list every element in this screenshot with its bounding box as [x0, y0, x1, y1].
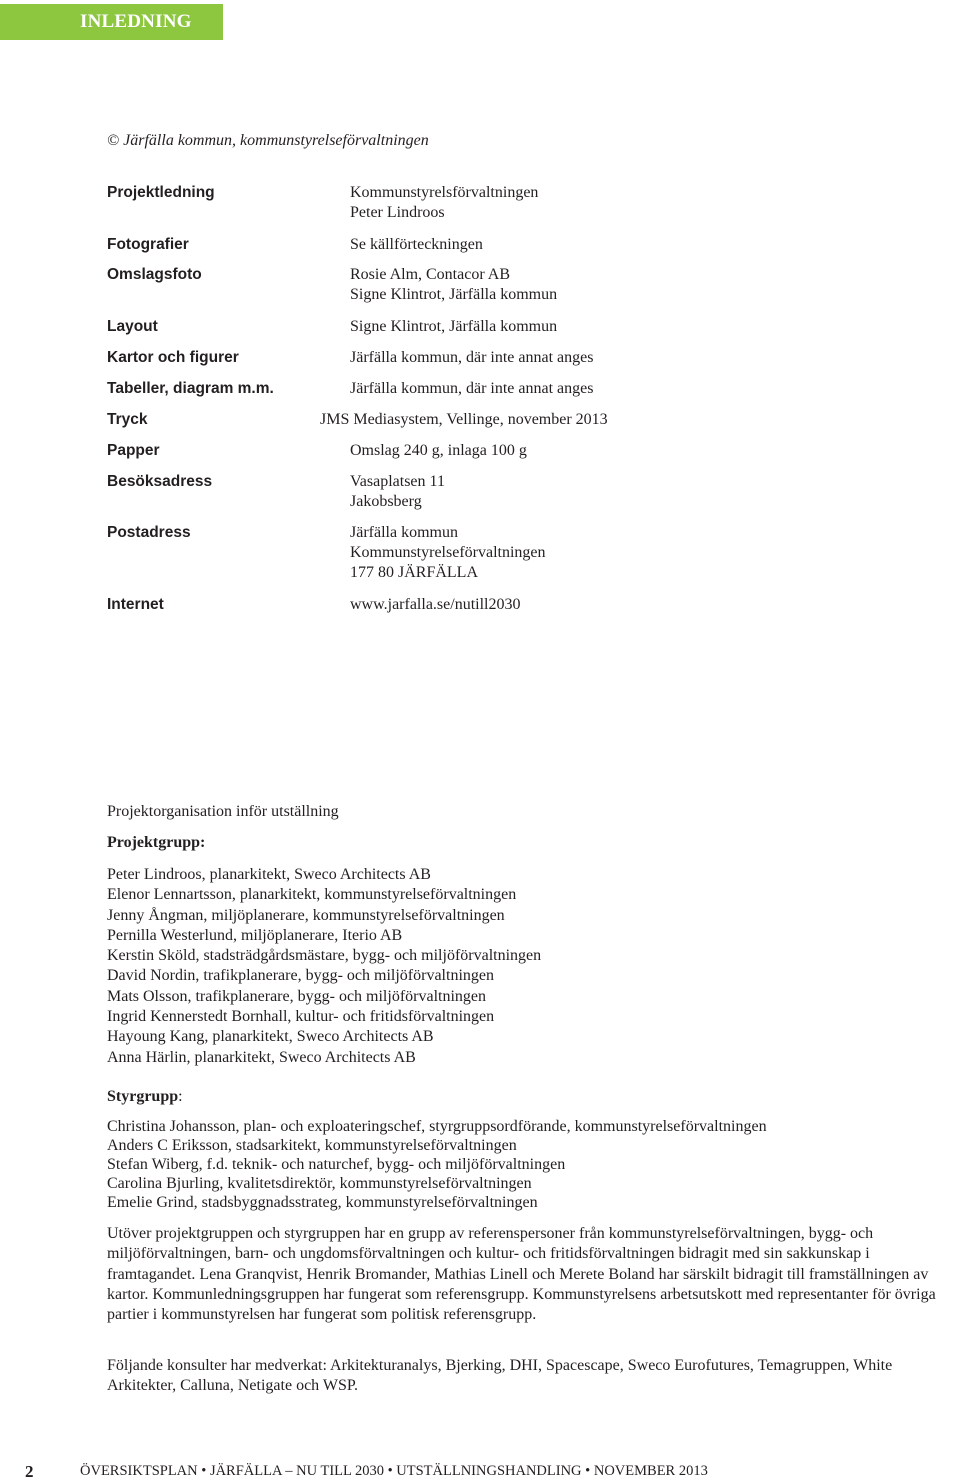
list-item: Stefan Wiberg, f.d. teknik- och naturchef, bygg- och miljöförvaltningen	[107, 1155, 566, 1173]
credit-value-line: Vasaplatsen 11	[350, 473, 445, 490]
credit-label: Tabeller, diagram m.m.	[107, 380, 274, 397]
projektgrupp-title: Projektgrupp:	[107, 834, 206, 851]
credit-label: Postadress	[107, 524, 191, 541]
credit-label: Projektledning	[107, 184, 215, 201]
credit-label: Omslagsfoto	[107, 266, 202, 283]
credit-value	[350, 441, 527, 461]
running-title: ÖVERSIKTSPLAN • JÄRFÄLLA – NU TILL 2030 • UTSTÄLLNINGSHANDLING • NOVEMBER 2013	[80, 1463, 708, 1479]
list-item: Kerstin Sköld, stadsträdgårdsmästare, bygg- och miljöförvaltningen	[107, 947, 542, 965]
credit-value	[350, 472, 445, 512]
styrgrupp-title	[107, 1088, 183, 1106]
credit-value-line: Peter Lindroos	[350, 204, 445, 221]
credit-value	[350, 348, 593, 368]
credit-value-line: Rosie Alm, Contacor AB	[350, 266, 510, 283]
credit-value-line: Jakobsberg	[350, 493, 422, 510]
credit-value-line: Se källförteckningen	[350, 236, 483, 253]
consultants-paragraph: Följande konsulter har medverkat: Arkitekturanalys, Bjerking, DHI, Spacescape, Sweco Eurofutures, Temagruppen, White Arkitekter, Calluna, Netigate och WSP.	[107, 1357, 893, 1395]
list-item: Hayoung Kang, planarkitekt, Sweco Architects AB	[107, 1028, 434, 1046]
list-item: Anna Härlin, planarkitekt, Sweco Architects AB	[107, 1048, 416, 1066]
credit-label: Internet	[107, 596, 164, 613]
credit-value	[320, 410, 608, 430]
section-tag: INLEDNING	[0, 4, 223, 40]
credit-label: Tryck	[107, 411, 148, 428]
list-item: Carolina Bjurling, kvalitetsdirektör, kommunstyrelseförvaltningen	[107, 1174, 532, 1192]
credit-value-line: Järfälla kommun, där inte annat anges	[350, 349, 594, 366]
credit-value	[350, 595, 520, 615]
credit-label: Fotografier	[107, 236, 189, 253]
styrgrupp-list	[107, 1118, 767, 1213]
credit-value	[350, 379, 593, 399]
styrgrupp-title-text: Styrgrupp	[107, 1088, 179, 1105]
credit-label: Kartor och figurer	[107, 349, 239, 366]
list-item: Mats Olsson, trafikplanerare, bygg- och miljöförvaltningen	[107, 987, 487, 1005]
credit-value	[350, 183, 538, 223]
list-item: Elenor Lennartsson, planarkitekt, kommunstyrelseförvaltningen	[107, 886, 517, 904]
list-item: Ingrid Kennerstedt Bornhall, kultur- och fritidsförvaltningen	[107, 1008, 495, 1026]
credit-value-line: Kommunstyrelseförvaltningen	[350, 544, 546, 561]
list-item: Pernilla Westerlund, miljöplanerare, Iterio AB	[107, 926, 403, 944]
credit-label: Papper	[107, 442, 160, 459]
credit-label: Besöksadress	[107, 473, 213, 490]
copyright-notice: © Järfälla kommun, kommunstyrelseförvaltningen	[107, 132, 429, 149]
credit-value-line: Omslag 240 g, inlaga 100 g	[350, 442, 527, 459]
list-item: Peter Lindroos, planarkitekt, Sweco Architects AB	[107, 866, 431, 883]
credit-value-line: JMS Mediasystem, Vellinge, november 2013	[320, 411, 608, 428]
credit-value-line: Järfälla kommun, där inte annat anges	[350, 380, 594, 397]
list-item: Emelie Grind, stadsbyggnadsstrateg, kommunstyrelseförvaltningen	[107, 1193, 538, 1211]
styrgrupp-title-colon: :	[178, 1088, 183, 1105]
credit-value-line: 177 80 JÄRFÄLLA	[350, 564, 479, 581]
credit-label: Layout	[107, 318, 158, 335]
credit-value-line: Signe Klintrot, Järfälla kommun	[350, 286, 558, 303]
list-item: Jenny Ångman, miljöplanerare, kommunstyrelseförvaltningen	[107, 906, 505, 924]
organisation-title: Projektorganisation inför utställning	[107, 803, 339, 820]
reference-paragraph: Utöver projektgruppen och styrgruppen har en grupp av referenspersoner från kommunstyrelseförvaltningen, bygg- och miljöförvaltningen, barn- och ungdomsförvaltningen och kultur- och fritidsförvaltningen bidragit med sin sakkunskap i framtagandet. Lena Granqvist, Henrik Bromander, Mathias Linell och Merete Boland har särskilt bidragit till framställningen av kartor. Kommunledningsgruppen har fungerat som referensgrupp. Kommunstyrelsens arbetsutskott med representanter för övriga partier i kommunstyrelsen har fungerat som politisk referensgrupp.	[107, 1225, 936, 1324]
credit-value	[350, 523, 546, 583]
website-link[interactable]: www.jarfalla.se/nutill2030	[350, 596, 521, 613]
list-item: Christina Johansson, plan- och exploateringschef, styrgruppsordförande, kommunstyrelseförvaltningen	[107, 1118, 767, 1135]
credit-value-line: Signe Klintrot, Järfälla kommun	[350, 318, 558, 335]
list-item: David Nordin, trafikplanerare, bygg- och miljöförvaltningen	[107, 967, 494, 985]
credit-value-line: Kommunstyrelsförvaltningen	[350, 184, 539, 201]
credit-value	[350, 265, 557, 305]
credit-value-line: Järfälla kommun	[350, 524, 458, 541]
credit-value	[350, 317, 557, 337]
page-number: 2	[25, 1462, 34, 1481]
list-item: Anders C Eriksson, stadsarkitekt, kommunstyrelseförvaltningen	[107, 1136, 517, 1154]
credit-value	[350, 235, 483, 255]
projektgrupp-list	[107, 865, 541, 1068]
